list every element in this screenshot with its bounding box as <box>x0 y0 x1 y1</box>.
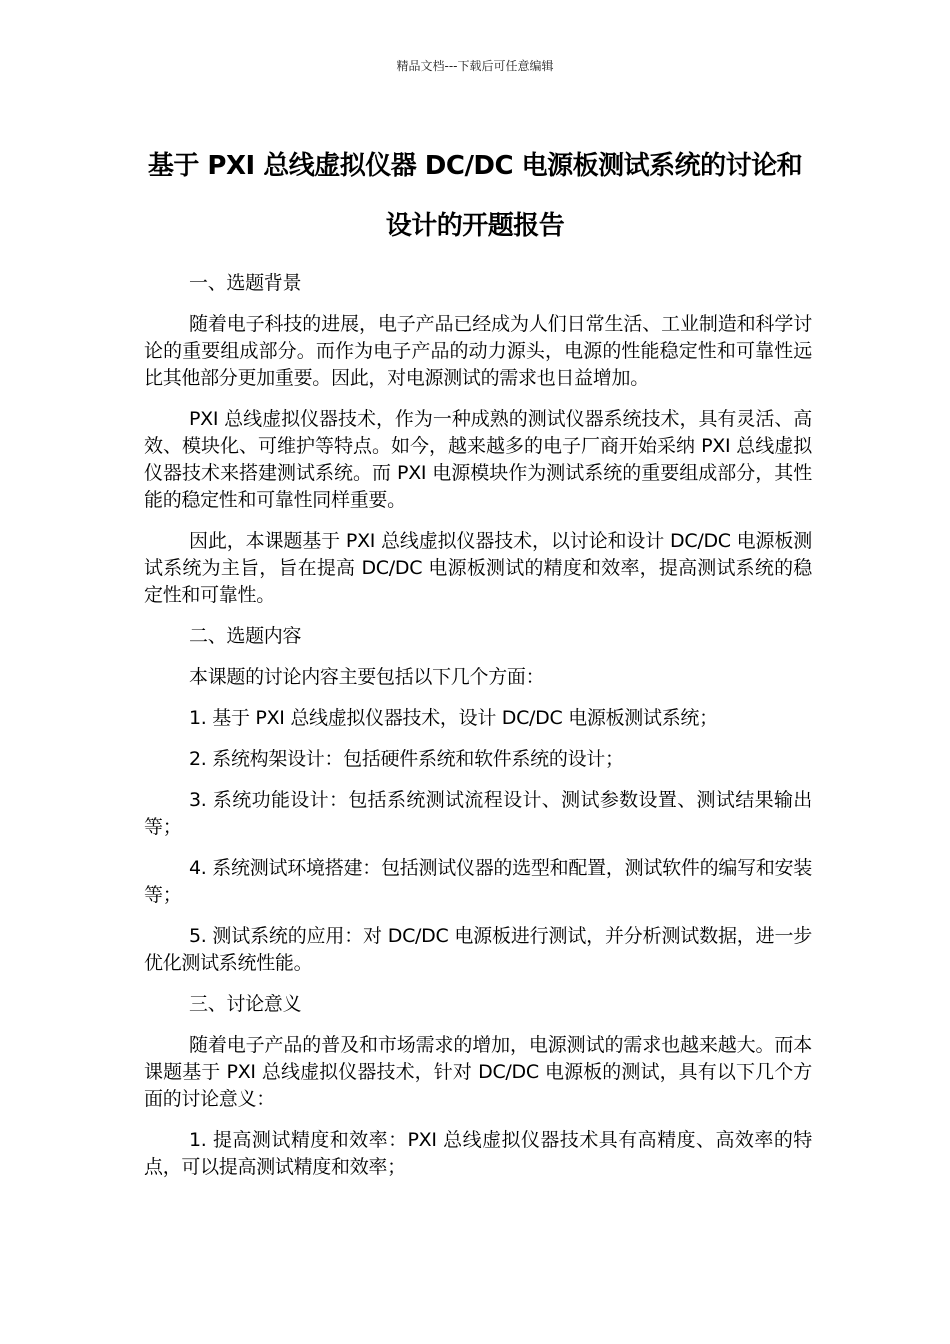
document-body <box>144 270 812 1195</box>
content-item-3: 3. 系统功能设计：包括系统测试流程设计、测试参数设置、测试结果输出等； <box>144 789 812 838</box>
significance-intro: 随着电子产品的普及和市场需求的增加，电源测试的需求也越来越大。而本课题基于 PXI 总线虚拟仪器技术，针对 DC/DC 电源板的测试，具有以下几个方面的讨论意义： <box>144 1034 812 1110</box>
section-heading-content: 二、选题内容 <box>189 625 302 647</box>
content-item-2: 2. 系统构架设计：包括硬件系统和软件系统的设计； <box>189 748 624 770</box>
content-intro: 本课题的讨论内容主要包括以下几个方面： <box>189 666 545 688</box>
section-heading-significance: 三、讨论意义 <box>189 993 302 1015</box>
background-paragraph-3: 因此，本课题基于 PXI 总线虚拟仪器技术，以讨论和设计 DC/DC 电源板测试系统为主旨，旨在提高 DC/DC 电源板测试的精度和效率，提高测试系统的稳定性和可靠性。 <box>144 530 812 606</box>
section-heading-background: 一、选题背景 <box>189 272 302 294</box>
content-item-1: 1. 基于 PXI 总线虚拟仪器技术，设计 DC/DC 电源板测试系统； <box>189 707 718 729</box>
document-title: 基于 PXI 总线虚拟仪器 DC/DC 电源板测试系统的讨论和设计的开题报告 <box>147 151 803 241</box>
significance-item-1: 1. 提高测试精度和效率：PXI 总线虚拟仪器技术具有高精度、高效率的特点，可以提高测试精度和效率； <box>144 1129 812 1178</box>
content-item-5: 5. 测试系统的应用：对 DC/DC 电源板进行测试，并分析测试数据，进一步优化测试系统性能。 <box>144 925 812 974</box>
header-note: 精品文档---下载后可任意编辑 <box>396 59 554 73</box>
background-paragraph-1: 随着电子科技的进展，电子产品已经成为人们日常生活、工业制造和科学讨论的重要组成部分。而作为电子产品的动力源头，电源的性能稳定性和可靠性远比其他部分更加重要。因此，对电源测试的需求也日益增加。 <box>144 313 812 389</box>
content-item-4: 4. 系统测试环境搭建：包括测试仪器的选型和配置，测试软件的编写和安装等； <box>144 857 812 906</box>
background-paragraph-2: PXI 总线虚拟仪器技术，作为一种成熟的测试仪器系统技术，具有灵活、高效、模块化、可维护等特点。如今，越来越多的电子厂商开始采纳 PXI 总线虚拟仪器技术来搭建测试系统。而 PXI 电源模块作为测试系统的重要组成部分，其性能的稳定性和可靠性同样重要。 <box>144 408 812 511</box>
